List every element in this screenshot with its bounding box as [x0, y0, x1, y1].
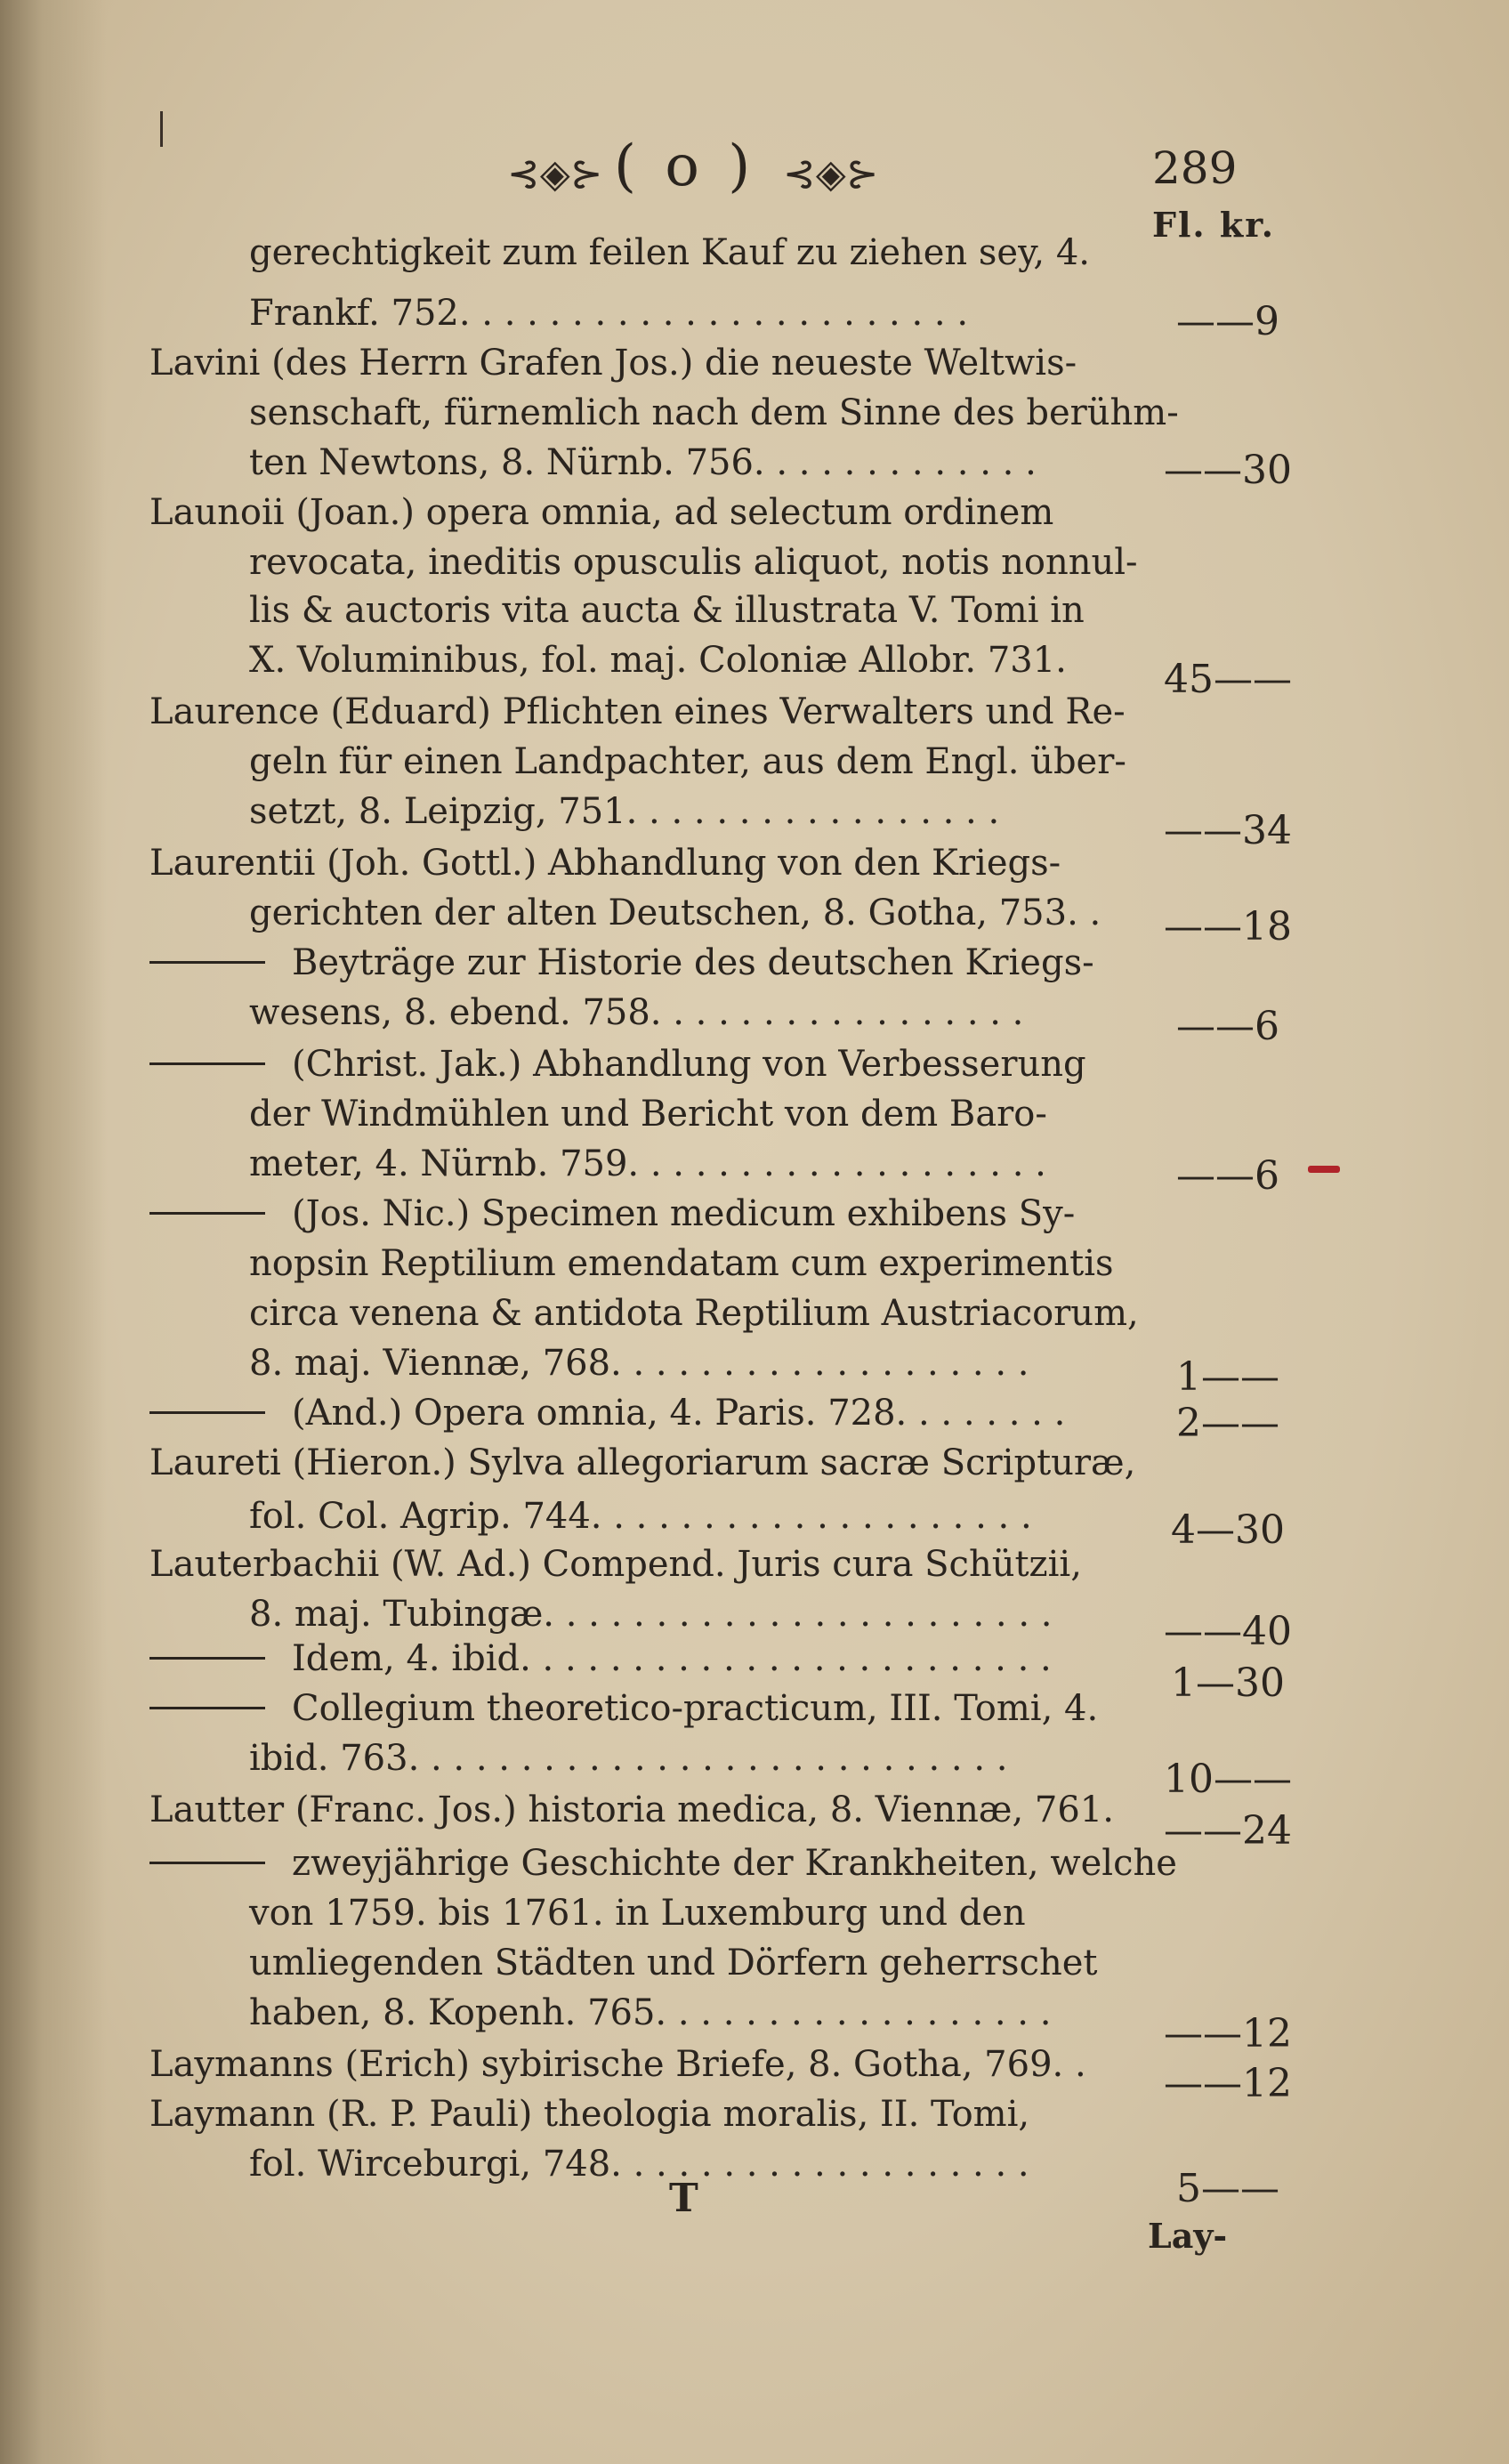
entry-line	[149, 941, 1094, 984]
entry-line: lis & auctoris vita aucta & illustrata V. Tomi in	[249, 590, 1085, 631]
entry-line: ibid. 763. . . . . . . . . . . . . . . . . . . . . . . . . . .	[249, 1738, 1008, 1779]
red-ink-mark	[1308, 1166, 1340, 1173]
entry-line: Lavini (des Herrn Grafen Jos.) die neueste Weltwis-	[149, 343, 1077, 384]
entry-line: Laurentii (Joh. Gottl.) Abhandlung von den Kriegs-	[149, 843, 1061, 884]
entry-price: ——6	[1176, 1004, 1279, 1049]
entry-line: nopsin Reptilium emendatam cum experimentis	[249, 1243, 1114, 1284]
entry-line: senschaft, fürnemlich nach dem Sinne des berühm-	[249, 392, 1179, 433]
ditto-dash	[149, 1707, 265, 1709]
entry-line: wesens, 8. ebend. 758. . . . . . . . . . . . . . . . .	[249, 992, 1024, 1033]
entry-price: 5——	[1176, 2166, 1279, 2211]
entry-line: Laurence (Eduard) Pflichten eines Verwalters und Re-	[149, 691, 1126, 732]
entry-price: 10——	[1164, 1757, 1292, 1802]
entry-line: revocata, ineditis opusculis aliquot, notis nonnul-	[249, 542, 1138, 583]
page-ref: ( o )	[614, 133, 756, 199]
catchword: Lay-	[1148, 2216, 1228, 2256]
ditto-dash	[149, 1657, 265, 1660]
price-column-head: Fl. kr.	[1152, 205, 1275, 245]
entry-line: geln für einen Landpachter, aus dem Engl. über-	[249, 741, 1126, 782]
entry-line: gerechtigkeit zum feilen Kauf zu ziehen sey, 4.	[249, 232, 1090, 273]
entry-line: Lauterbachii (W. Ad.) Compend. Juris cura Schützii,	[149, 1544, 1082, 1585]
entry-line	[149, 1842, 1177, 1885]
entry-text: (Christ. Jak.) Abhandlung von Verbesserung	[292, 1044, 1086, 1085]
entry-line	[149, 1637, 1052, 1680]
entry-line: der Windmühlen und Bericht von dem Baro-	[249, 1094, 1047, 1135]
entry-text: (Jos. Nic.) Specimen medicum exhibens Sy-	[292, 1193, 1076, 1234]
entry-line: fol. Wirceburgi, 748. . . . . . . . . . . . . . . . . . .	[249, 2144, 1029, 2185]
entry-price: 45——	[1164, 657, 1292, 702]
entry-price: ——12	[1164, 2011, 1292, 2056]
entry-line	[149, 1043, 1086, 1086]
entry-text: (And.) Opera omnia, 4. Paris. 728. . . . . . . .	[292, 1393, 1066, 1434]
page-number: 289	[1152, 142, 1238, 194]
entry-line	[149, 1687, 1098, 1730]
entry-line: meter, 4. Nürnb. 759. . . . . . . . . . . . . . . . . . .	[249, 1143, 1046, 1184]
entry-text: zweyjährige Geschichte der Krankheiten, welche	[292, 1843, 1177, 1884]
ornament-left-icon: ⊰◈⊱	[507, 151, 603, 197]
entry-line: 8. maj. Viennæ, 768. . . . . . . . . . . . . . . . . . .	[249, 1343, 1029, 1384]
entry-line: Launoii (Joan.) opera omnia, ad selectum ordinem	[149, 492, 1054, 533]
entry-line: Laymann (R. P. Pauli) theologia moralis, II. Tomi,	[149, 2094, 1030, 2135]
entry-text: Beyträge zur Historie des deutschen Kriegs-	[292, 942, 1094, 983]
entry-price: ——34	[1164, 808, 1292, 853]
ornament-right-icon: ⊰◈⊱	[783, 151, 879, 197]
entry-line: fol. Col. Agrip. 744. . . . . . . . . . . . . . . . . . . .	[249, 1496, 1032, 1537]
entry-line: Laymanns (Erich) sybirische Briefe, 8. Gotha, 769. .	[149, 2044, 1086, 2085]
ditto-dash	[149, 1062, 265, 1065]
entry-line: Frankf. 752. . . . . . . . . . . . . . . . . . . . . . .	[249, 293, 969, 334]
entry-text: Collegium theoretico-practicum, III. Tomi, 4.	[292, 1688, 1099, 1729]
entry-price: ——9	[1176, 299, 1279, 344]
entry-text: Idem, 4. ibid. . . . . . . . . . . . . . . . . . . . . . . .	[292, 1638, 1052, 1679]
entry-line: 8. maj. Tubingæ. . . . . . . . . . . . . . . . . . . . . . .	[249, 1594, 1053, 1635]
entry-line: Laureti (Hieron.) Sylva allegoriarum sacræ Scripturæ,	[149, 1442, 1136, 1483]
entry-line: X. Voluminibus, fol. maj. Coloniæ Allobr. 731.	[249, 640, 1067, 681]
entry-price: ——24	[1164, 1808, 1292, 1854]
signature-mark: T	[669, 2176, 698, 2221]
entry-price: ——12	[1164, 2061, 1292, 2106]
ditto-dash	[149, 961, 265, 964]
entry-price: 1—30	[1171, 1660, 1285, 1706]
entry-line: ten Newtons, 8. Nürnb. 756. . . . . . . . . . . . .	[249, 442, 1037, 483]
entry-line	[149, 1192, 1075, 1235]
ditto-dash	[149, 1862, 265, 1864]
entry-line: haben, 8. Kopenh. 765. . . . . . . . . . . . . . . . . .	[249, 1992, 1052, 2033]
entry-price: 2——	[1176, 1401, 1279, 1446]
entry-price: ——40	[1164, 1609, 1292, 1654]
entry-line: von 1759. bis 1761. in Luxemburg und den	[249, 1893, 1026, 1934]
entry-price: ——6	[1176, 1153, 1279, 1199]
entry-line	[149, 1392, 1065, 1434]
entry-line: setzt, 8. Leipzig, 751. . . . . . . . . . . . . . . . .	[249, 791, 1000, 832]
ditto-dash	[149, 1212, 265, 1215]
entry-price: ——30	[1164, 448, 1292, 493]
ditto-dash	[149, 1411, 265, 1414]
entry-line: gerichten der alten Deutschen, 8. Gotha, 753. .	[249, 893, 1101, 933]
entry-line: umliegenden Städten und Dörfern geherrschet	[249, 1943, 1098, 1983]
entry-price: 1——	[1176, 1354, 1279, 1400]
entry-price: 4—30	[1171, 1507, 1285, 1553]
entry-line: circa venena & antidota Reptilium Austriacorum,	[249, 1293, 1139, 1334]
entry-line: Lautter (Franc. Jos.) historia medica, 8. Viennæ, 761.	[149, 1789, 1114, 1830]
entry-price: ——18	[1164, 904, 1292, 949]
